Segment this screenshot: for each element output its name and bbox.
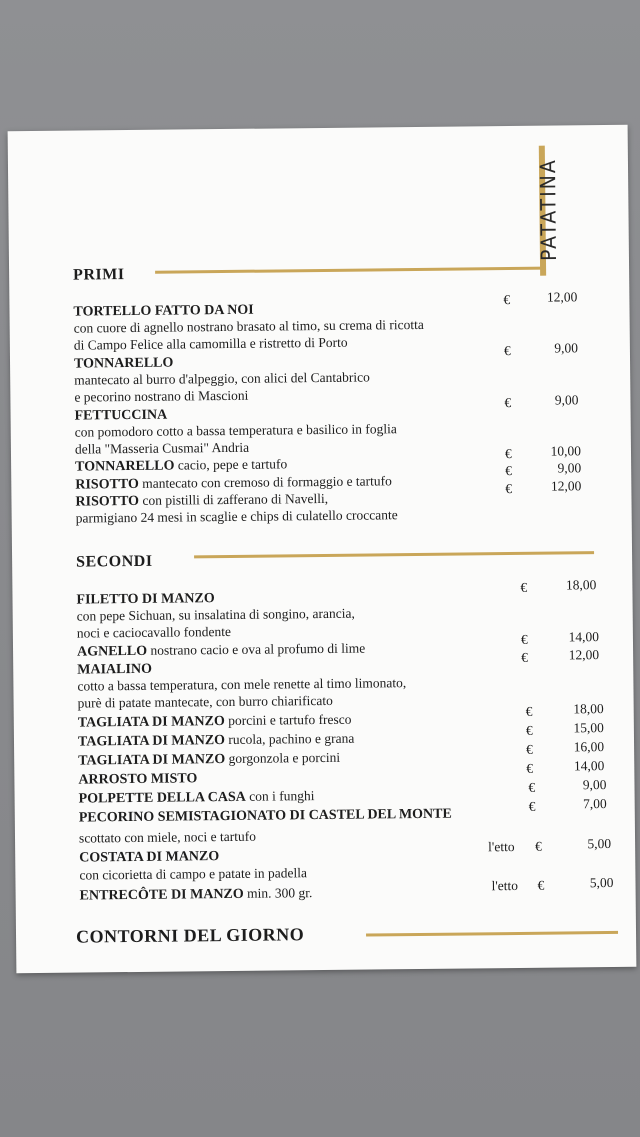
menu-card <box>8 125 637 973</box>
currency-symbol: € <box>525 722 533 738</box>
section-title-secondi: SECONDI <box>76 552 153 571</box>
desc-filetto-2: noci e caciocavallo fondente <box>76 623 231 641</box>
desc-tonnarello-1: mantecato al burro d'alpeggio, con alici del Cantabrico <box>74 369 370 388</box>
desc-pecorino: scottato con miele, noci e tartufo <box>78 828 257 846</box>
currency-symbol: € <box>520 631 528 647</box>
desc-costata: con cicorietta di campo e patate in padella <box>79 865 307 883</box>
price-filetto: 18,00 <box>565 577 597 593</box>
price-polpette: 9,00 <box>582 777 607 793</box>
logo-text: PATATINA <box>535 158 561 262</box>
dish-tonnarello: TONNARELLO <box>73 355 174 372</box>
unit-label: l'etto <box>491 877 519 894</box>
price-tonnarello-cacio: 10,00 <box>550 443 582 459</box>
dish-arrosto: ARROSTO MISTO <box>78 771 198 788</box>
section-rule-contorni <box>366 931 618 937</box>
currency-symbol: € <box>504 446 512 462</box>
dish-costata: COSTATA DI MANZO <box>79 849 220 866</box>
dish-risotto-zafferano: RISOTTO con pistilli di zafferano di Navelli, <box>75 490 329 510</box>
currency-symbol: € <box>528 779 536 795</box>
currency-symbol: € <box>521 649 528 665</box>
dish-risotto-formaggio: RISOTTO mantecato con cremoso di formaggio e tartufo <box>75 473 392 493</box>
desc-fettuccina-1: con pomodoro cotto a bassa temperatura e basilico in foglia <box>74 421 397 440</box>
price-tonnarello: 9,00 <box>554 340 578 356</box>
currency-symbol: € <box>535 838 542 854</box>
desc-tonnarello-2: e pecorino nostrano di Mascioni <box>74 387 249 405</box>
desc-filetto-1: con pepe Sichuan, su insalatina di songino, arancia, <box>76 605 355 624</box>
dish-tagliata-1: TAGLIATA DI MANZO porcini e tartufo fresco <box>77 711 352 731</box>
currency-symbol: € <box>528 798 536 814</box>
currency-symbol: € <box>505 481 513 497</box>
dish-agnello: AGNELLO nostrano cacio e ova al profumo di lime <box>76 640 366 660</box>
currency-symbol: € <box>504 395 512 411</box>
section-rule-secondi <box>194 551 594 558</box>
currency-symbol: € <box>503 343 511 359</box>
price-tortello: 12,00 <box>546 289 578 305</box>
desc-fettuccina-2: della "Masseria Cusmai" Andria <box>74 439 250 457</box>
section-title-primi: PRIMI <box>73 266 125 284</box>
dish-tagliata-2: TAGLIATA DI MANZO rucola, pachino e grana <box>77 730 355 750</box>
dish-pecorino: PECORINO SEMISTAGIONATO DI CASTEL DEL MONTE <box>78 806 452 826</box>
dish-tagliata-3: TAGLIATA DI MANZO gorgonzola e porcini <box>78 749 341 769</box>
desc-tortello-2: di Campo Felice alla camomilla e ristretto di Porto <box>73 334 348 353</box>
currency-symbol: € <box>537 877 545 893</box>
section-rule-primi <box>155 267 543 274</box>
dish-tortello: TORTELLO FATTO DA NOI <box>73 302 254 320</box>
price-entrecote: 5,00 <box>589 874 614 891</box>
dish-tonnarello-cacio: TONNARELLO cacio, pepe e tartufo <box>75 456 288 475</box>
section-title-contorni: CONTORNI DEL GIORNO <box>75 924 305 947</box>
currency-symbol: € <box>526 760 534 776</box>
price-fettuccina: 9,00 <box>554 392 579 408</box>
currency-symbol: € <box>520 579 528 595</box>
dish-filetto: FILETTO DI MANZO <box>76 591 215 608</box>
currency-symbol: € <box>525 703 533 719</box>
price-tagliata-2: 15,00 <box>573 720 604 736</box>
price-tagliata-3: 16,00 <box>573 739 605 755</box>
dish-polpette: POLPETTE DELLA CASA con i funghi <box>78 788 315 807</box>
currency-symbol: € <box>526 741 533 757</box>
logo <box>528 145 565 269</box>
desc-tortello-1: con cuore di agnello nostrano brasato al timo, su crema di ricotta <box>73 316 424 336</box>
dish-maialino: MAIALINO <box>77 661 153 678</box>
price-risotto-formaggio: 9,00 <box>557 460 582 476</box>
currency-symbol: € <box>503 292 511 308</box>
price-agnello: 14,00 <box>568 629 600 645</box>
dish-fettuccina: FETTUCCINA <box>74 407 168 424</box>
desc-maialino-1: cotto a bassa temperatura, con mele renette al timo limonato, <box>77 675 407 694</box>
price-arrosto: 14,00 <box>573 758 605 774</box>
desc-maialino-2: purè di patate mantecate, con burro chiarificato <box>77 692 333 711</box>
price-tagliata-1: 18,00 <box>573 701 604 717</box>
unit-label: l'etto <box>488 839 515 855</box>
price-risotto-zafferano: 12,00 <box>550 478 582 494</box>
currency-symbol: € <box>505 463 513 479</box>
price-costata: 5,00 <box>587 835 612 852</box>
dish-entrecote: ENTRECÔTE DI MANZO min. 300 gr. <box>79 885 313 904</box>
price-maialino: 12,00 <box>568 647 600 663</box>
desc-risotto-zafferano: parmigiano 24 mesi in scaglie e chips di culatello croccante <box>75 507 398 526</box>
price-pecorino: 7,00 <box>582 796 607 812</box>
